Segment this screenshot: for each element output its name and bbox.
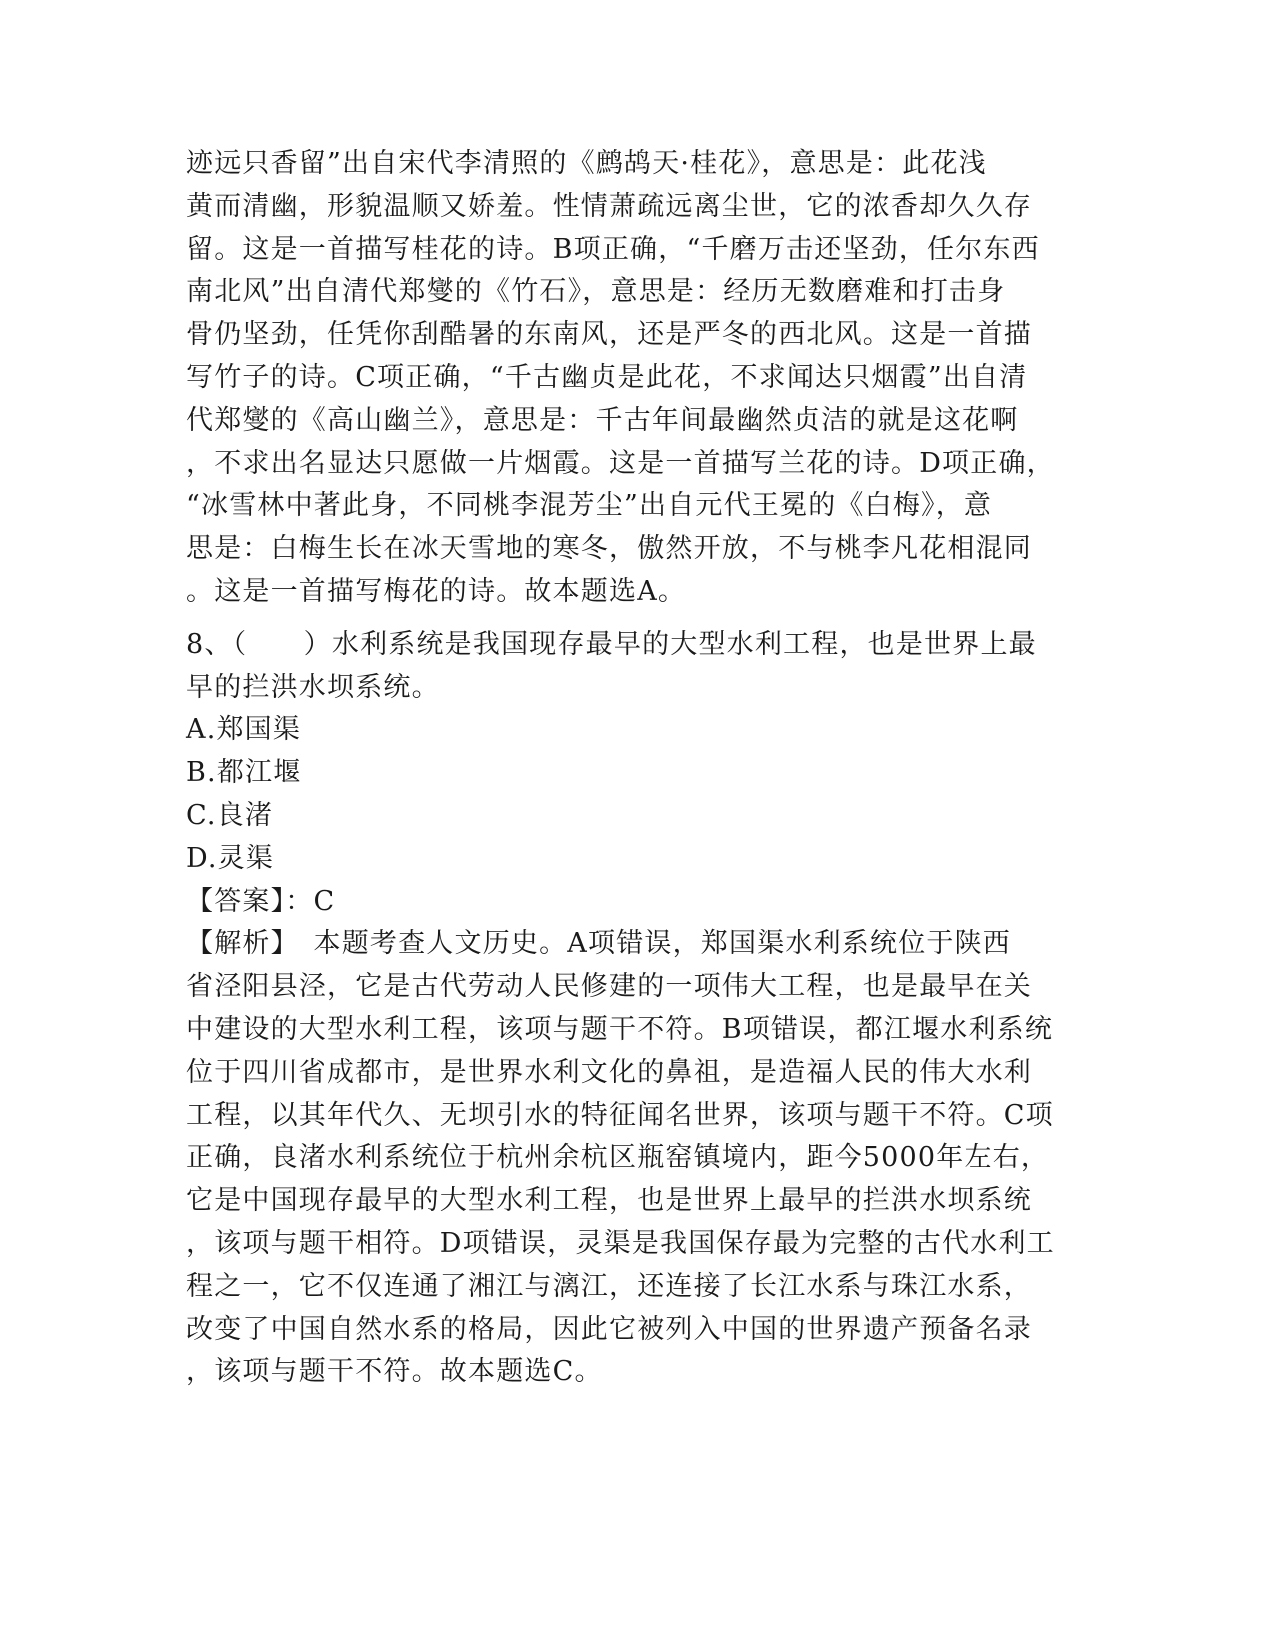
option-d: D.灵渠 <box>186 842 275 874</box>
option-b: B.都江堰 <box>186 757 302 789</box>
text-line: 。这是一首描写梅花的诗。故本题选A。 <box>186 575 687 607</box>
analysis-line: 改变了中国自然水系的格局，因此它被列入中国的世界遗产预备名录 <box>186 1313 1032 1345</box>
analysis-line: 工程，以其年代久、无坝引水的特征闻名世界，该项与题干不符。C项 <box>186 1099 1054 1131</box>
analysis-line: 位于四川省成都市，是世界水利文化的鼻祖，是造福人民的伟大水利 <box>186 1056 1032 1088</box>
question-8 <box>186 624 1086 1394</box>
section-gap <box>186 614 1086 624</box>
document-page <box>186 143 1086 1394</box>
answer-line: 【答案】：C <box>186 885 336 917</box>
analysis-line: ，该项与题干不符。故本题选C。 <box>186 1356 603 1388</box>
text-line: “冰雪林中著此身，不同桃李混芳尘”出自元代王冕的《白梅》，意 <box>186 490 993 522</box>
text-line: 骨仍坚劲，任凭你刮酷暑的东南风，还是严冬的西北风。这是一首描 <box>186 319 1032 351</box>
question-stem-line: 8、（ ）水利系统是我国现存最早的大型水利工程，也是世界上最 <box>186 628 1037 660</box>
previous-explanation <box>186 143 1086 614</box>
text-line: 思是：白梅生长在冰天雪地的寒冬，傲然开放，不与桃李凡花相混同 <box>186 533 1032 565</box>
text-line: 黄而清幽，形貌温顺又娇羞。性情萧疏远离尘世，它的浓香却久久存 <box>186 190 1032 222</box>
text-line: 留。这是一首描写桂花的诗。B项正确，“千磨万击还坚劲，任尔东西 <box>186 233 1040 265</box>
analysis-line: 正确，良渚水利系统位于杭州余杭区瓶窑镇境内，距今5000年左右， <box>186 1142 1050 1174</box>
text-line: 写竹子的诗。C项正确，“千古幽贞是此花，不求闻达只烟霞”出自清 <box>186 361 1028 393</box>
analysis-line: 中建设的大型水利工程，该项与题干不符。B项错误，都江堰水利系统 <box>186 1013 1054 1045</box>
analysis-line: ，该项与题干相符。D项错误，灵渠是我国保存最为完整的古代水利工 <box>186 1227 1055 1259</box>
analysis-line: 程之一，它不仅连通了湘江与漓江，还连接了长江水系与珠江水系， <box>186 1270 1032 1302</box>
analysis-line: 省泾阳县泾，它是古代劳动人民修建的一项伟大工程，也是最早在关 <box>186 971 1032 1003</box>
text-line: 代郑燮的《高山幽兰》，意思是：千古年间最幽然贞洁的就是这花啊 <box>186 404 1019 436</box>
text-line: 南北风”出自清代郑燮的《竹石》，意思是：经历无数磨难和打击身 <box>186 276 1006 308</box>
analysis-line: 【解析】 本题考查人文历史。A项错误，郑国渠水利系统位于陕西 <box>186 928 1011 960</box>
question-stem-line: 早的拦洪水坝系统。 <box>186 671 440 703</box>
option-a: A.郑国渠 <box>186 714 302 746</box>
analysis <box>186 923 1086 1394</box>
text-line: ，不求出名显达只愿做一片烟霞。这是一首描写兰花的诗。D项正确， <box>186 447 1055 479</box>
text-line: 迹远只香留”出自宋代李清照的《鹧鸪天·桂花》，意思是：此花浅 <box>186 148 987 179</box>
analysis-line: 它是中国现存最早的大型水利工程，也是世界上最早的拦洪水坝系统 <box>186 1185 1032 1217</box>
option-c: C.良渚 <box>186 799 274 831</box>
